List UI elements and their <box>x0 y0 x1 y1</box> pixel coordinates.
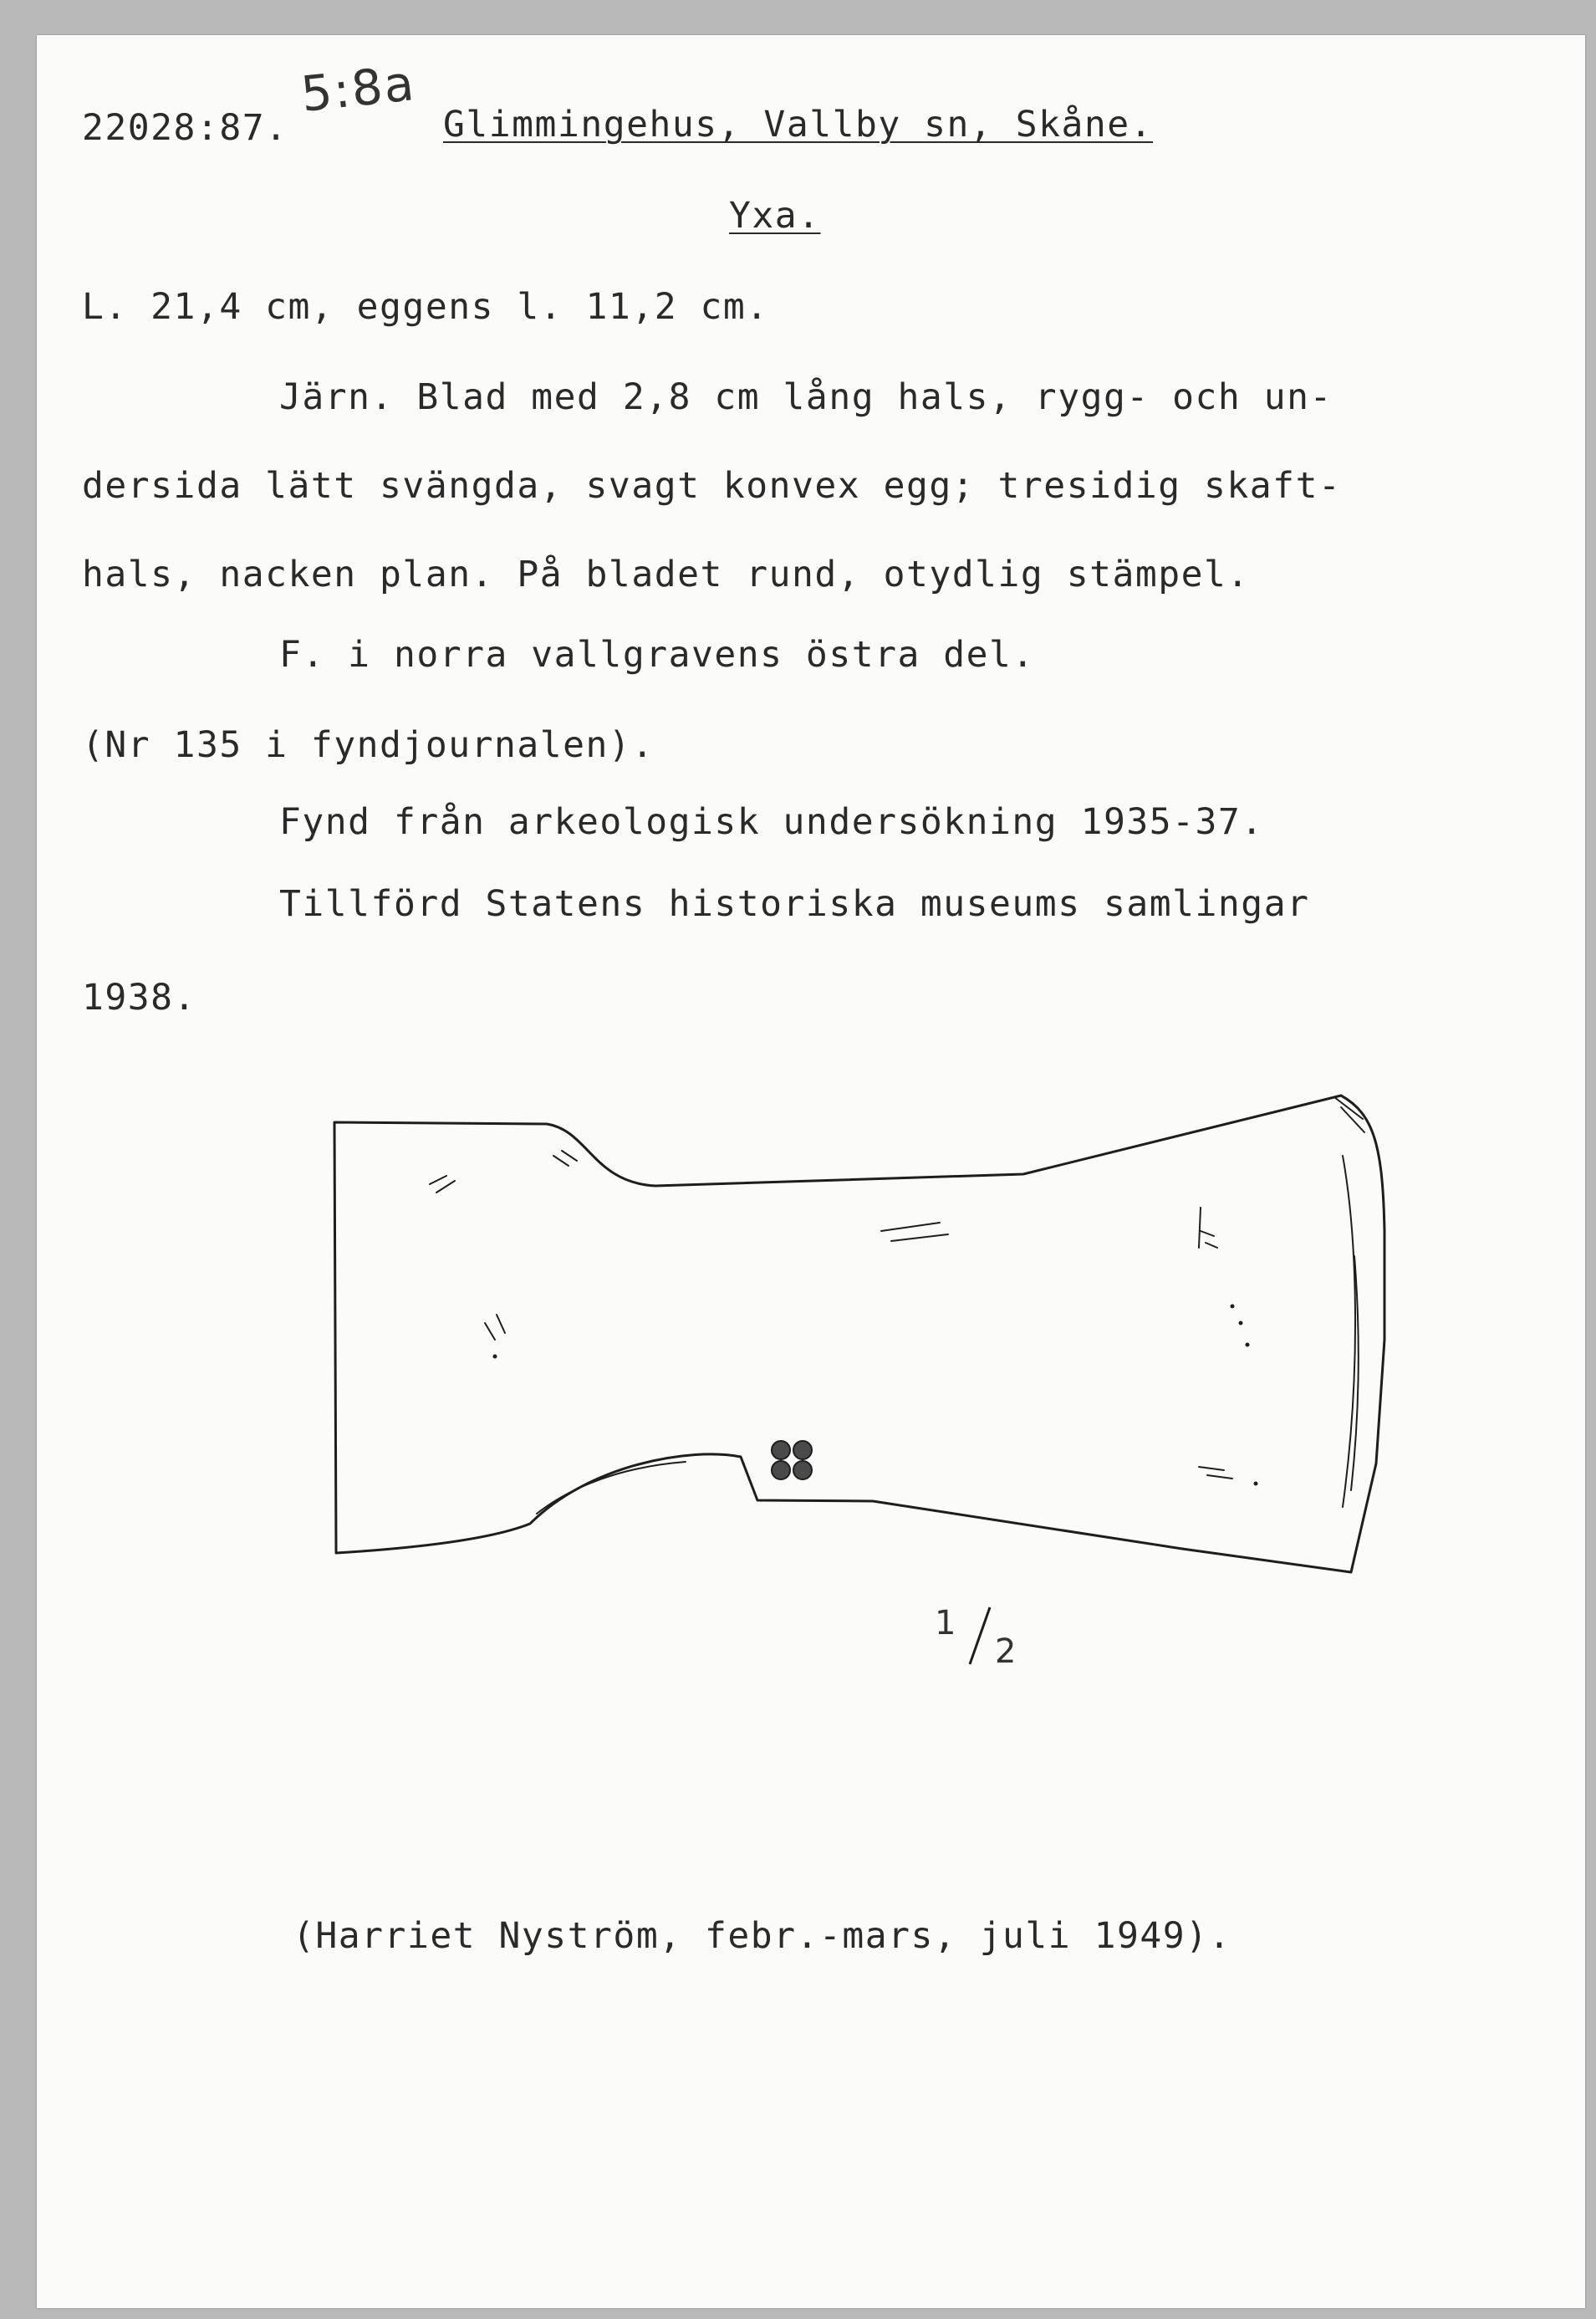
stamp-mark <box>772 1441 812 1479</box>
acquisition-line-2: 1938. <box>82 977 196 1019</box>
hatch-lower-right <box>1199 1467 1232 1479</box>
top-corner-hatch <box>1334 1097 1364 1132</box>
excavation-year: 1935-37. <box>1080 801 1264 843</box>
find-location-title: Glimmingehus, Vallby sn, Skåne. <box>443 104 1154 146</box>
scale-fraction-bar <box>970 1607 990 1664</box>
hatch-lower-left <box>485 1315 505 1340</box>
handwritten-reference: 5:8a <box>298 54 419 123</box>
hatch-neck-top <box>553 1151 577 1166</box>
description-line-1: Järn. Blad med 2,8 cm lång hals, rygg- och un- <box>279 376 1333 418</box>
catalog-card <box>37 35 1585 2308</box>
scale-numerator: 1 <box>935 1604 956 1642</box>
hatch-upper-right <box>1199 1208 1217 1248</box>
journal-reference: (Nr 135 i fyndjournalen). <box>82 724 655 766</box>
description-line-3: hals, nacken plan. På bladet rund, otydlig stämpel. <box>82 554 1250 595</box>
axe-drawing <box>37 35 1585 2308</box>
catalog-number: 22028:87. <box>82 107 288 149</box>
edge-shading-1 <box>1343 1156 1355 1507</box>
dimensions: L. 21,4 cm, eggens l. 11,2 cm. <box>82 286 769 328</box>
acquisition-line-1: Tillförd Statens historiska museums samlingar <box>279 883 1310 925</box>
neck-shading <box>537 1462 686 1514</box>
find-location: F. i norra vallgravens östra del. <box>279 634 1035 676</box>
hatch-mid <box>881 1223 948 1241</box>
excavation-prefix: Fynd från arkeologisk undersökning <box>279 801 1081 843</box>
hatch-left <box>430 1176 455 1193</box>
object-name: Yxa. <box>729 195 821 237</box>
description-line-2: dersida lätt svängda, svagt konvex egg; tresidig skaft- <box>82 465 1342 507</box>
scale-denominator: 2 <box>995 1632 1017 1671</box>
author-attribution: (Harriet Nyström, febr.-mars, juli 1949). <box>293 1915 1231 1957</box>
